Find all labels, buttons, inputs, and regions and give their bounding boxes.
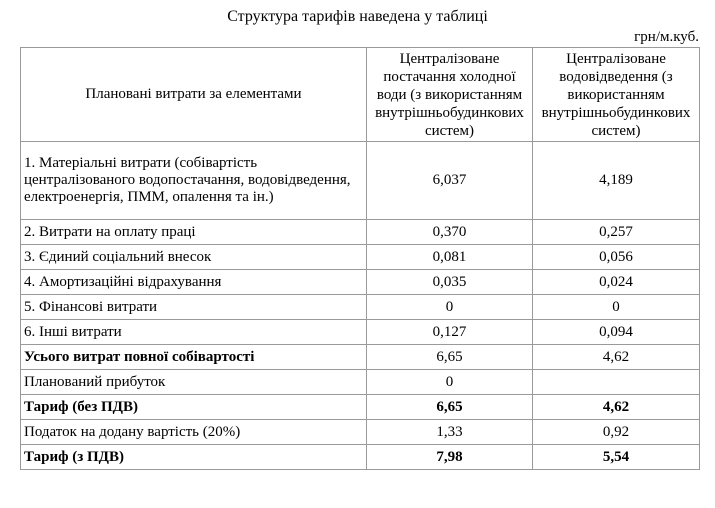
drainage-value: 4,62 xyxy=(533,395,700,420)
table-row-total-cost xyxy=(21,345,700,370)
drainage-value: 0,257 xyxy=(533,220,700,245)
header-drainage: Централізоване водовідведення (з використанням внутрішньобудинкових систем) xyxy=(533,48,700,142)
row-label: 1. Матеріальні витрати (собівартість централізованого водопостачання, водовідведення, електроенергія, ПММ, опалення та ін.) xyxy=(21,142,367,220)
table-row-tariff-no-vat xyxy=(21,395,700,420)
drainage-value: 0,056 xyxy=(533,245,700,270)
row-label: 5. Фінансові витрати xyxy=(21,295,367,320)
table-row xyxy=(21,420,700,445)
row-label: Плановaний прибуток xyxy=(21,370,367,395)
unit-label: грн/м.куб. xyxy=(634,29,699,45)
water-value: 0,081 xyxy=(367,245,533,270)
table-row xyxy=(21,245,700,270)
row-label: Податок на додану вартість (20%) xyxy=(21,420,367,445)
row-label: Усього витрат повної собівартості xyxy=(21,345,367,370)
drainage-value: 0,024 xyxy=(533,270,700,295)
table-row xyxy=(21,220,700,245)
table-row xyxy=(21,142,700,220)
table-header-row xyxy=(21,48,700,142)
row-label: 6. Інші витрати xyxy=(21,320,367,345)
water-value: 7,98 xyxy=(367,445,533,470)
water-value: 6,037 xyxy=(367,142,533,220)
table-row xyxy=(21,270,700,295)
water-value: 0,035 xyxy=(367,270,533,295)
drainage-value: 4,189 xyxy=(533,142,700,220)
drainage-value: 4,62 xyxy=(533,345,700,370)
row-label: Тариф (з ПДВ) xyxy=(21,445,367,470)
header-water-supply: Централізоване постачання холодної води (з використанням внутрішньобудинкових систем) xyxy=(367,48,533,142)
drainage-value: 0,094 xyxy=(533,320,700,345)
drainage-value: 5,54 xyxy=(533,445,700,470)
table-row xyxy=(21,295,700,320)
table-row-tariff-with-vat xyxy=(21,445,700,470)
row-label: 4. Амортизаційні відрахування xyxy=(21,270,367,295)
drainage-value: 0,92 xyxy=(533,420,700,445)
tariff-table xyxy=(20,47,700,470)
water-value: 1,33 xyxy=(367,420,533,445)
water-value: 0,370 xyxy=(367,220,533,245)
header-expenses: Плановані витрати за елементами xyxy=(21,48,367,142)
drainage-value xyxy=(533,370,700,395)
water-value: 6,65 xyxy=(367,345,533,370)
table-row xyxy=(21,370,700,395)
drainage-value: 0 xyxy=(533,295,700,320)
page-title: Структура тарифів наведена у таблиці xyxy=(227,8,488,25)
row-label: 2. Витрати на оплату праці xyxy=(21,220,367,245)
water-value: 0 xyxy=(367,370,533,395)
table-row xyxy=(21,320,700,345)
water-value: 0,127 xyxy=(367,320,533,345)
row-label: Тариф (без ПДВ) xyxy=(21,395,367,420)
row-label: 3. Єдиний соціальний внесок xyxy=(21,245,367,270)
water-value: 6,65 xyxy=(367,395,533,420)
water-value: 0 xyxy=(367,295,533,320)
